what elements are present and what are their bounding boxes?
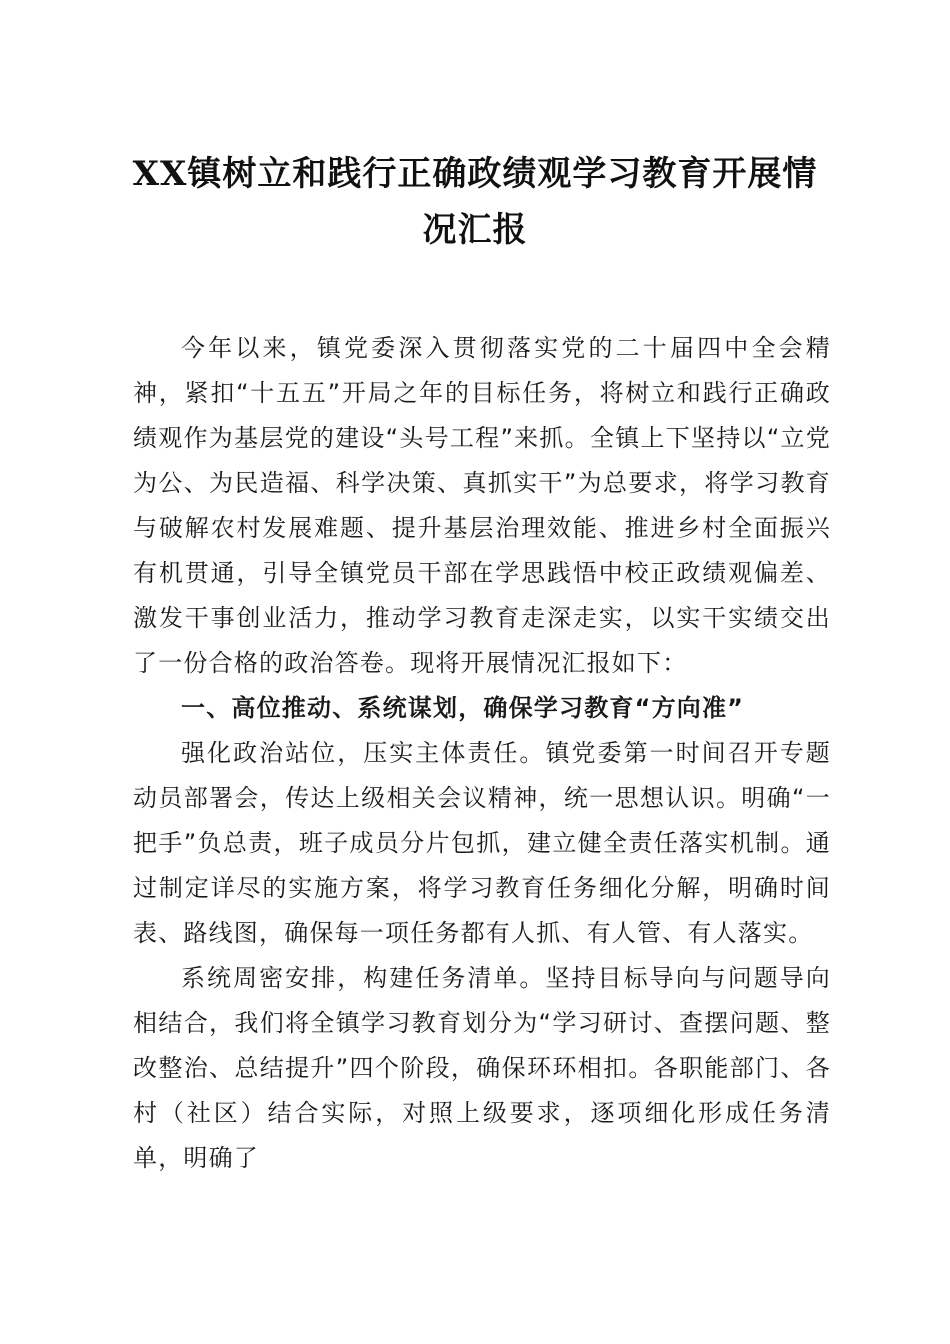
- section-1-paragraph-1: 强化政治站位，压实主体责任。镇党委第一时间召开专题动员部署会，传达上级相关会议精神，统一思想认识。明确“一把手”负总责，班子成员分片包抓，建立健全责任落实机制。通过制定详尽的实施方案，将学习教育任务细化分解，明确时间表、路线图，确保每一项任务都有人抓、有人管、有人落实。: [133, 739, 831, 947]
- document-title: XX镇树立和践行正确政绩观学习教育开展情况汇报: [132, 154, 818, 250]
- section-1-paragraph-2: 系统周密安排，构建任务清单。坚持目标导向与问题导向相结合，我们将全镇学习教育划分为“学习研讨、查摆问题、整改整治、总结提升”四个阶段，确保环环相扣。各职能部门、各村（社区）结合实际，对照上级要求，逐项细化形成任务清单，明确了: [133, 964, 831, 1172]
- document-body: [133, 326, 831, 1181]
- section-heading-1: 一、高位推动、系统谋划，确保学习教育“方向准”: [181, 694, 745, 722]
- intro-paragraph: 今年以来，镇党委深入贯彻落实党的二十届四中全会精神，紧扣“十五五”开局之年的目标任务，将树立和践行正确政绩观作为基层党的建设“头号工程”来抓。全镇上下坚持以“立党为公、为民造福、科学决策、真抓实干”为总要求，将学习教育与破解农村发展难题、提升基层治理效能、推进乡村全面振兴有机贯通，引导全镇党员干部在学思践悟中校正政绩观偏差、激发干事创业活力，推动学习教育走深走实，以实干实绩交出了一份合格的政治答卷。现将开展情况汇报如下：: [133, 334, 831, 677]
